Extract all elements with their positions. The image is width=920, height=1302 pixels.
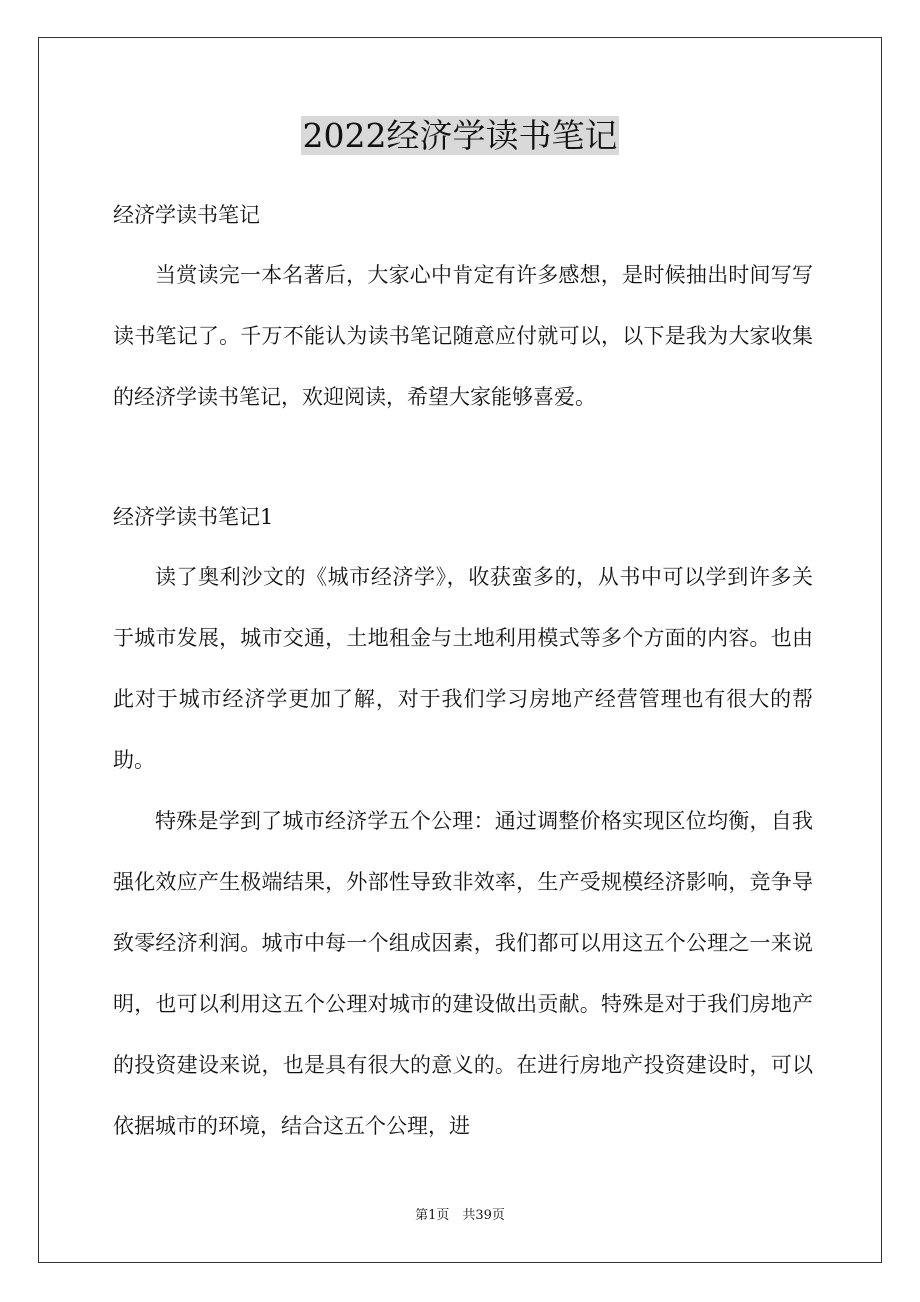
- section1-paragraph-1: 读了奥利沙文的《城市经济学》，收获蛮多的，从书中可以学到许多关于城市发展，城市交通，土地租金与土地利用模式等多个方面的内容。也由此对于城市经济学更加了解，对于我们学习房地产经营管理也有很大的帮助。: [113, 565, 813, 772]
- section1-paragraph-2: 特殊是学到了城市经济学五个公理：通过调整价格实现区位均衡，自我强化效应产生极端结果，外部性导致非效率，生产受规模经济影响，竞争导致零经济利润。城市中每一个组成因素，我们都可以用这五个公理之一来说明，也可以利用这五个公理对城市的建设做出贡献。特殊是对于我们房地产的投资建设来说，也是具有很大的意义的。在进行房地产投资建设时，可以依据城市的环境，结合这五个公理，进: [113, 809, 813, 1138]
- document-title-text: 2022经济学读书笔记: [302, 116, 618, 155]
- document-title: [0, 114, 920, 158]
- intro-paragraph: 当赏读完一本名著后，大家心中肯定有许多感想，是时候抽出时间写写读书笔记了。千万不能认为读书笔记随意应付就可以，以下是我为大家收集的经济学读书笔记，欢迎阅读，希望大家能够喜爱。: [113, 263, 813, 409]
- section1-heading: 经济学读书笔记1: [113, 505, 274, 529]
- page-footer: 第1页 共39页: [415, 1208, 505, 1223]
- intro-heading: 经济学读书笔记: [113, 203, 260, 227]
